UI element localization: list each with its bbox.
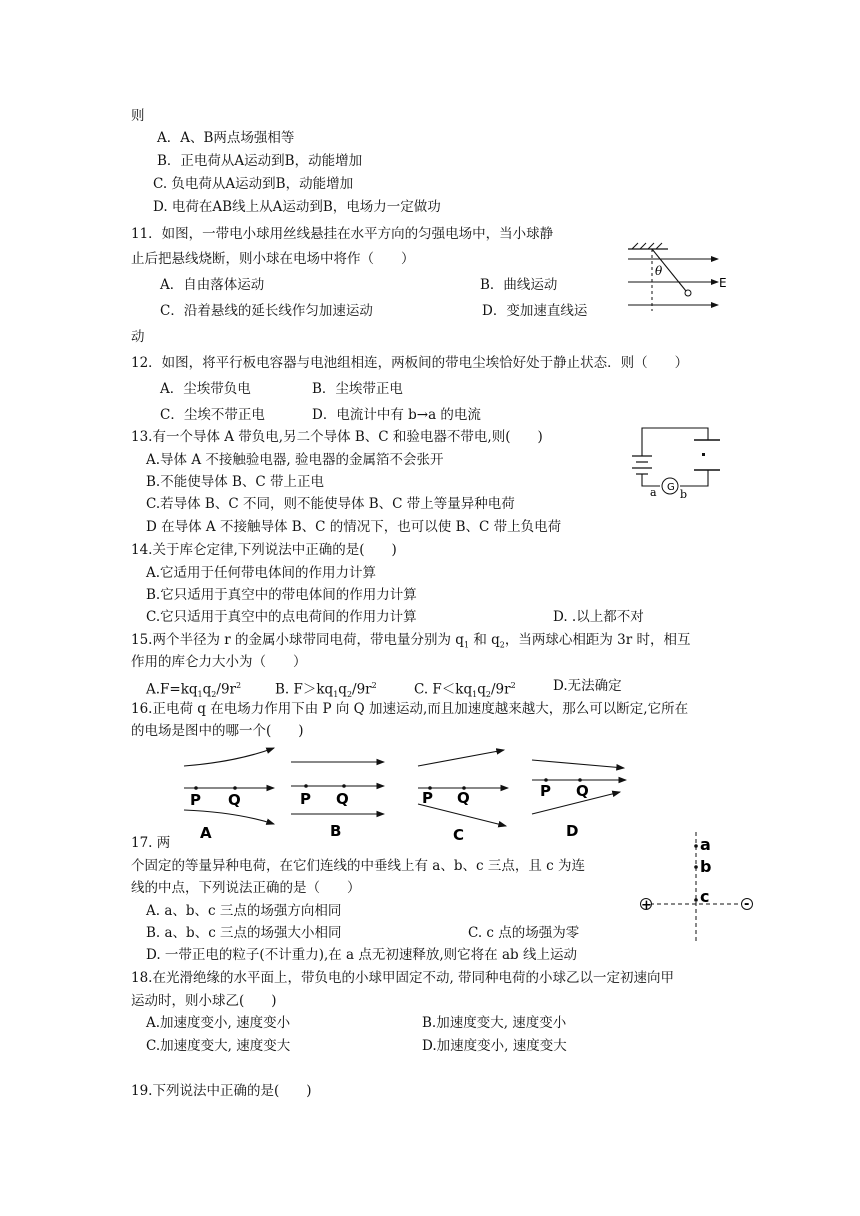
- point-b-label: b: [700, 857, 712, 876]
- q13-stem: 13.有一个导体 A 带负电,另二个导体 B、C 和验电器不带电,则( ): [131, 429, 543, 445]
- q13-option-b: B.不能使导体 B、C 带上正电: [146, 474, 325, 490]
- q11-option-b: B．曲线运动: [480, 277, 558, 293]
- diagram-d-label: D: [566, 822, 579, 840]
- theta-label: θ: [655, 264, 663, 278]
- q13-option-c: C.若导体 B、C 不同，则不能使导体 B、C 带上等量异种电荷: [146, 496, 515, 512]
- field-diagram-a: [184, 748, 274, 842]
- q12-option-d: D．电流计中有 b→a 的电流: [312, 407, 481, 423]
- q17-stem-cont2: 线的中点，下列说法正确的是（ ）: [131, 880, 361, 896]
- negative-charge: -: [744, 897, 750, 912]
- q15-stem: 15.两个半径为 r 的金属小球带同电荷，带电量分别为 $q_1$ 和 $q_2$，当两球心相距为 3r 时，相互: [131, 632, 691, 650]
- q14-stem: 14.关于库仑定律,下列说法中正确的是( ): [131, 542, 397, 558]
- q10-option-a: A．A、B两点场强相等: [157, 130, 295, 146]
- text-line: 则: [131, 108, 145, 124]
- q17-option-d: D. 一带正电的粒子(不计重力),在 a 点无初速释放,则它将在 ab 线上运动: [146, 947, 577, 963]
- q14-option-b: B.它只适用于真空中的带电体间的作用力计算: [146, 587, 417, 603]
- q18-option-d: D.加速度变小, 速度变大: [422, 1038, 567, 1054]
- q13-option-a: A.导体 A 不接触验电器, 验电器的金属箔不会张开: [146, 452, 444, 468]
- q12-option-a: A．尘埃带负电: [160, 381, 251, 397]
- q19-stem: 19.下列说法中正确的是( ): [131, 1083, 312, 1099]
- q15-option-a: $A.F=kq_1q_2/9r^2$: [146, 681, 242, 700]
- q11-stem: 11．如图，一带电小球用丝线悬挂在水平方向的匀强电场中，当小球静: [131, 226, 554, 242]
- diagram-c-label: C: [453, 826, 465, 842]
- q12-stem: 12．如图，将平行板电容器与电池组相连，两板间的带电尘埃恰好处于静止状态．则（ ）: [131, 355, 689, 371]
- field-diagram-c: [418, 750, 508, 842]
- q15-stem-cont: 作用的库仑力大小为（ ）: [131, 654, 307, 670]
- q18-option-a: A.加速度变小, 速度变小: [146, 1015, 291, 1031]
- point-a-label: a: [650, 486, 657, 499]
- q15-option-d: D.无法确定: [553, 678, 622, 694]
- q15-option-b: B. $F>kq_1q_2/9r^2$: [275, 681, 377, 700]
- q14-option-d: D. .以上都不对: [553, 609, 644, 625]
- q18-stem-cont: 运动时，则小球乙( ): [131, 993, 277, 1009]
- q17-stem-cont: 个固定的等量异种电荷，在它们连线的中垂线上有 a、b、c 三点，且 c 为连: [131, 858, 585, 874]
- q11-stem-cont: 止后把悬线烧断，则小球在电场中将作（ ）: [131, 251, 415, 267]
- q10-option-b: B．正电荷从A运动到B，动能增加: [157, 153, 363, 169]
- diagram-a-label: A: [200, 824, 212, 842]
- q17-figure: [636, 828, 758, 946]
- q18-stem: 18.在光滑绝缘的水平面上，带负电的小球甲固定不动, 带同种电荷的小球乙以一定初速向甲: [131, 970, 675, 986]
- q11-option-d: D．变加速直线运: [482, 303, 588, 319]
- q13-option-d: D 在导体 A 不接触导体 B、C 的情况下，也可以使 B、C 带上负电荷: [146, 519, 562, 535]
- diagram-b-label: B: [330, 822, 342, 840]
- q11-option-a: A．自由落体运动: [160, 277, 265, 293]
- q14-option-c: C.它只适用于真空中的点电荷间的作用力计算: [146, 609, 417, 625]
- field-e-label: E: [719, 276, 727, 290]
- q11-option-d-cont: 动: [131, 329, 145, 345]
- point-p-label: P: [540, 782, 551, 800]
- q10-option-d: D. 电荷在AB线上从A运动到B，电场力一定做功: [153, 199, 441, 215]
- galvanometer-label: G: [667, 482, 675, 493]
- q10-option-c: C. 负电荷从A运动到B，动能增加: [153, 176, 354, 192]
- positive-charge: +: [641, 898, 652, 913]
- point-p-label: P: [422, 789, 433, 807]
- point-c-label: c: [700, 887, 710, 906]
- q18-option-c: C.加速度变大, 速度变大: [146, 1038, 291, 1054]
- q16-stem: 16.正电荷 q 在电场力作用下由 P 向 Q 加速运动,而且加速度越来越大，那么可以断定,它所在: [131, 701, 689, 717]
- q17-option-a: A. a、b、c 三点的场强方向相同: [146, 903, 342, 919]
- q14-option-a: A.它适用于任何带电体间的作用力计算: [146, 565, 377, 581]
- q12-option-c: C．尘埃不带正电: [160, 407, 265, 423]
- point-a-label: a: [700, 835, 711, 854]
- q17-option-c: C. c 点的场强为零: [468, 925, 580, 941]
- q16-field-figures: [176, 742, 646, 842]
- field-diagram-d: [532, 760, 626, 840]
- q16-stem-cont: 的电场是图中的哪一个( ): [131, 723, 304, 739]
- point-q-label: Q: [336, 790, 349, 808]
- point-q-label: Q: [228, 791, 241, 809]
- q15-option-c: C. $F<kq_1q_2/9r^2$: [414, 681, 516, 700]
- field-diagram-b: [291, 762, 384, 840]
- q17-stem: 17. 两: [131, 835, 171, 851]
- q12-option-b: B．尘埃带正电: [312, 381, 403, 397]
- point-b-label: b: [680, 488, 688, 500]
- point-p-label: P: [300, 790, 311, 808]
- q17-option-b: B. a、b、c 三点的场强大小相同: [146, 925, 342, 941]
- point-q-label: Q: [576, 782, 589, 800]
- point-q-label: Q: [457, 789, 470, 807]
- q12-circuit-figure: [628, 420, 720, 500]
- q18-option-b: B.加速度变大, 速度变小: [422, 1015, 567, 1031]
- point-p-label: P: [190, 791, 201, 809]
- q11-figure: [620, 235, 735, 315]
- q11-option-c: C．沿着悬线的延长线作匀加速运动: [160, 303, 373, 319]
